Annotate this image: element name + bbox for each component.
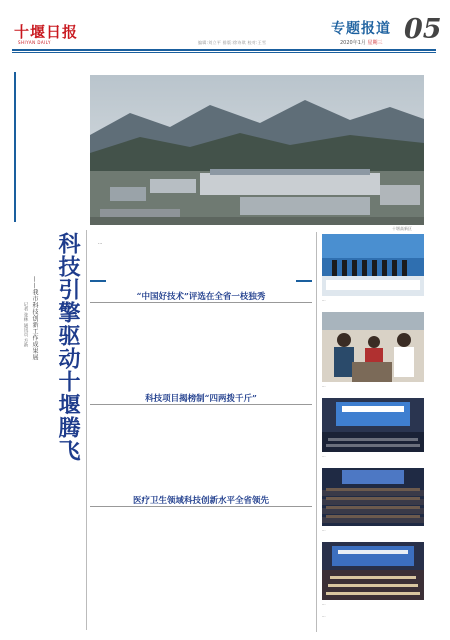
page-number: 05 [404, 14, 442, 45]
section-heading-2: 科技项目揭榜制“四两拨千斤” [145, 394, 257, 404]
byline: 记者 张林 通讯员 方新 [23, 302, 28, 347]
section-heading-3: 医疗卫生领域科技创新水平全省领先 [132, 496, 269, 506]
photo-caption-1: … [322, 298, 326, 302]
main-headline: 科技引擎驱动十堰腾飞 [55, 232, 81, 462]
section-heading-1: “中国好技术”评选在全省一枝独秀 [136, 292, 266, 302]
section-1-body-col-3 [238, 306, 312, 376]
photo-caption-2: … [322, 384, 326, 388]
deco-bar-right [296, 280, 312, 282]
subheadline: ——我市科技创新工作成果展 [31, 276, 38, 361]
main-photo-caption: 十堰高新区 [392, 226, 412, 231]
masthead [0, 0, 450, 52]
main-photo-industrial-park [90, 75, 424, 225]
section-3-rule [90, 506, 312, 507]
date-line [340, 39, 383, 46]
header-rule-thin [12, 52, 436, 53]
photo-caption-4: … [322, 528, 326, 532]
photo-caption-5: … [322, 602, 326, 606]
newspaper-logo: 十堰日报 [14, 23, 79, 41]
right-column-divider [316, 232, 317, 632]
section-2-body-col-2 [164, 408, 232, 476]
photo-caption-3: … [322, 454, 326, 458]
photo-conference-screen [322, 398, 424, 452]
photo-tech-exhibit [322, 312, 424, 382]
section-2-body-col-3 [238, 408, 312, 476]
photo-stage-performance [322, 542, 424, 600]
section-2-body-col-1 [90, 408, 158, 476]
section-1-body-col-2 [164, 306, 232, 376]
photo-ceremony-stage [322, 234, 424, 296]
left-column-divider [86, 230, 87, 630]
section-1-body-col-1 [90, 306, 158, 376]
editor-line: 编辑:刘立平 排版:徐诗琪 校对:王雪 [198, 40, 267, 45]
logo-subtitle: SHIYAN DAILY [18, 40, 51, 45]
photo-caption-6: … [322, 614, 326, 618]
section-3-body-col-3 [238, 510, 312, 632]
weekday: 星期三 [367, 40, 383, 46]
section-1-rule [90, 302, 312, 303]
deco-bar-left [90, 280, 106, 282]
section-3-body-col-1 [90, 510, 158, 632]
photo-auditorium-audience [322, 468, 424, 526]
intro-paragraph: … [98, 240, 103, 245]
headline-accent-bar [14, 72, 16, 222]
date: 2020年1月 [340, 40, 366, 46]
section-title: 专题报道 [331, 21, 391, 37]
section-3-body-col-2 [164, 510, 232, 632]
header-rule [12, 49, 436, 51]
section-2-rule [90, 404, 312, 405]
